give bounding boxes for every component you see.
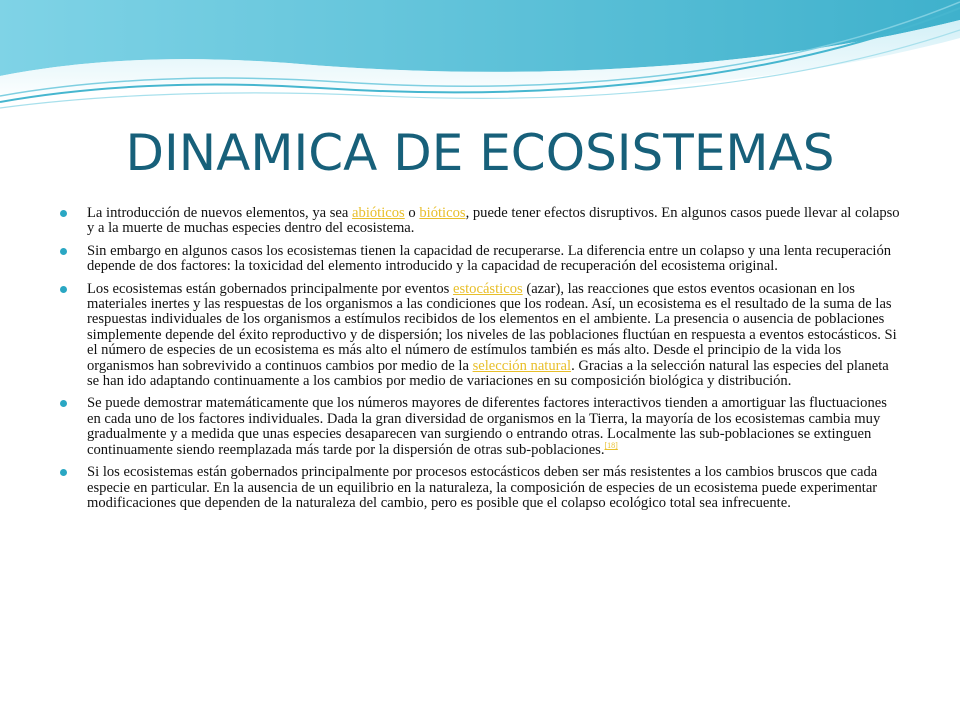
paragraph-text: Sin embargo en algunos casos los ecosistemas tienen la capacidad de recuperarse. La diferencia entre un colapso y una lenta recuperación depende de dos factores: la toxicidad del elemento introducido y la capacidad de recuperación del ecosistema original. xyxy=(87,242,892,275)
paragraph-text: Los ecosistemas están gobernados principalmente por eventos xyxy=(87,280,453,297)
bullet-item xyxy=(60,465,900,511)
link-abioticos[interactable]: abióticos xyxy=(352,205,405,221)
paragraph-text: (azar), las reacciones que estos eventos ocasionan en los materiales inertes y las respuestas de los organismos a las condiciones que los rodean. Así, un ecosistema es el resultado de la suma de las respuestas individuales de los organismos a estímulos recibidos de los elementos en el ambiente. La presencia o ausencia de poblaciones simplemente depende del éxito reproductivo y de dispersión; los niveles de las poblaciones fluctúan en respuesta a eventos estocásticos. Si el número de especies de un ecosistema es más alto el número de estímulos también es más alto. Desde el principio de la vida los organismos han sobrevivido a continuos cambios por medio de la xyxy=(87,280,897,374)
bullet-dot-icon xyxy=(60,469,67,476)
paragraph-text: La introducción de nuevos elementos, ya sea xyxy=(87,205,353,221)
bullet-item xyxy=(60,244,900,275)
paragraph-text: Si los ecosistemas están gobernados principalmente por procesos estocásticos deben ser más resistentes a los cambios bruscos que cada especie en particular. En la ausencia de un equilibrio en la naturaleza, la composición de especies de un ecosistema puede experimentar modificaciones que dependen de la naturaleza del cambio, pero es posible que el colapso ecológico total sea infrecuente. xyxy=(87,464,878,511)
bullet-item xyxy=(60,206,900,237)
link-bioticos[interactable]: bióticos xyxy=(419,205,466,221)
bullet-item xyxy=(60,396,900,458)
paragraph-text: , puede tener efectos disruptivos. En algunos casos puede llevar al colapso y a la muerte de muchas especies dentro del ecosistema. xyxy=(87,205,900,237)
bullet-dot-icon xyxy=(60,210,67,217)
paragraph-text: Se puede demostrar matemáticamente que los números mayores de diferentes factores interactivos tienden a amortiguar las fluctuaciones en cada uno de los factores individuales. Dada la gran diversidad de organismos en la Tierra, la mayoría de los ecosistemas cambia muy gradualmente y a medida que unas especies desaparecen van surgiendo o entrando otras. Localmente las sub-poblaciones se extinguen continuamente siendo reemplazada más tarde por la dispersión de otras sub-poblaciones. xyxy=(87,395,887,458)
bullet-item xyxy=(60,282,900,390)
link-estocasticos[interactable]: estocásticos xyxy=(452,280,523,297)
link-seleccion-natural[interactable]: selección natural xyxy=(472,357,572,374)
bullet-dot-icon xyxy=(60,248,67,255)
slide-body xyxy=(60,206,900,518)
bullet-dot-icon xyxy=(60,286,67,293)
paragraph-text: o xyxy=(404,205,420,221)
header-wave-decoration xyxy=(0,0,960,130)
paragraph-text: . Gracias a la selección natural las especies del planeta se han ido adaptando continuamente a los cambios por medio de variaciones en su composición biológica y distribución. xyxy=(87,357,889,390)
slide-title: DINAMICA DE ECOSISTEMAS xyxy=(125,124,835,182)
reference-link[interactable]: [18] xyxy=(604,440,618,450)
bullet-list xyxy=(60,206,900,511)
bullet-dot-icon xyxy=(60,400,67,407)
